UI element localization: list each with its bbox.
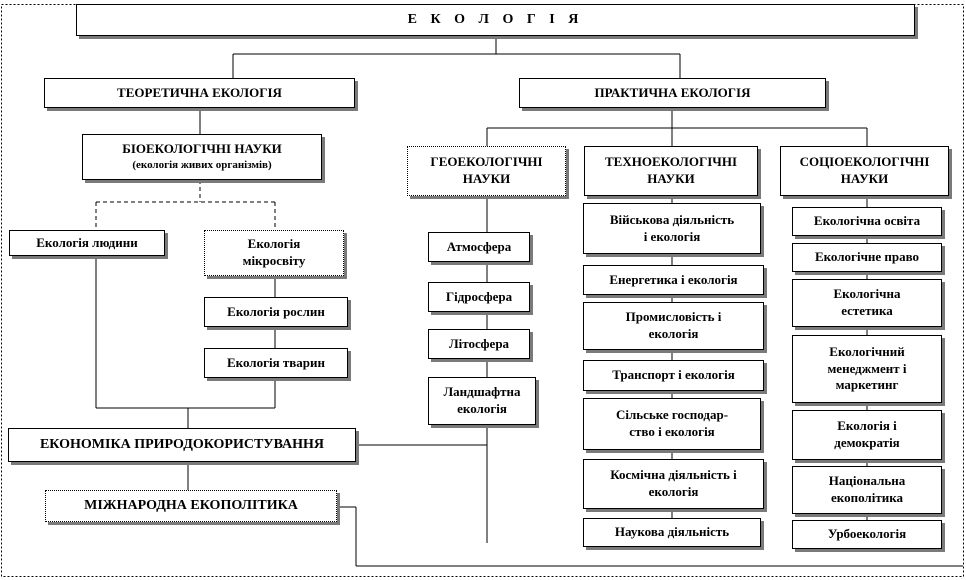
practical-ecology: ПРАКТИЧНА ЕКОЛОГІЯ [519, 78, 826, 108]
socio-item-education: Екологічна освіта [792, 207, 942, 236]
international-ecopolitics: МІЖНАРОДНА ЕКОПОЛІТИКА [45, 490, 337, 522]
tech-item-science: Наукова діяльність [583, 518, 761, 547]
bio-item-microworld: Екологія мікросвіту [204, 230, 344, 276]
geoecological-sciences: ГЕОЕКОЛОГІЧНІ НАУКИ [407, 146, 566, 196]
geo-item-landscape: Ландшафтна екологія [428, 377, 536, 425]
economics-of-nature-use: ЕКОНОМІКА ПРИРОДОКОРИСТУВАННЯ [8, 428, 356, 462]
socio-item-urboecology: Урбоекологія [792, 520, 942, 549]
bio-item-human: Екологія людини [9, 230, 165, 256]
bio-item-animals: Екологія тварин [204, 348, 348, 378]
bio-title: БІОЕКОЛОГІЧНІ НАУКИ [122, 141, 282, 157]
technoecological-sciences: ТЕХНОЕКОЛОГІЧНІ НАУКИ [584, 146, 758, 196]
geo-item-lithosphere: Літосфера [428, 329, 530, 359]
socio-item-management: Екологічний менеджмент і маркетинг [792, 335, 942, 403]
bioecological-sciences [82, 134, 322, 180]
tech-item-agriculture: Сільське господар- ство і екологія [583, 398, 761, 450]
theoretical-ecology: ТЕОРЕТИЧНА ЕКОЛОГІЯ [44, 78, 355, 108]
ecology-root: Е К О Л О Г І Я [76, 4, 915, 36]
tech-item-transport: Транспорт і екологія [583, 360, 764, 391]
tech-item-industry: Промисловість і екологія [583, 302, 764, 350]
geo-item-atmosphere: Атмосфера [428, 232, 530, 262]
tech-item-energy: Енергетика і екологія [583, 265, 764, 295]
socio-item-law: Екологічне право [792, 243, 942, 272]
tech-item-space: Космічна діяльність і екологія [583, 459, 764, 509]
tech-item-military: Військова діяльність і екологія [583, 203, 761, 254]
bio-item-plants: Екологія рослин [204, 297, 348, 327]
bio-subtitle: (екологія живих організмів) [132, 159, 272, 172]
geo-item-hydrosphere: Гідросфера [428, 282, 530, 312]
socioecological-sciences: СОЦІОЕКОЛОГІЧНІ НАУКИ [780, 146, 949, 196]
socio-item-aesthetics: Екологічна естетика [792, 279, 942, 327]
socio-item-democracy: Екологія і демократія [792, 410, 942, 460]
socio-item-national-ecopolitics: Національна екополітика [792, 466, 942, 514]
